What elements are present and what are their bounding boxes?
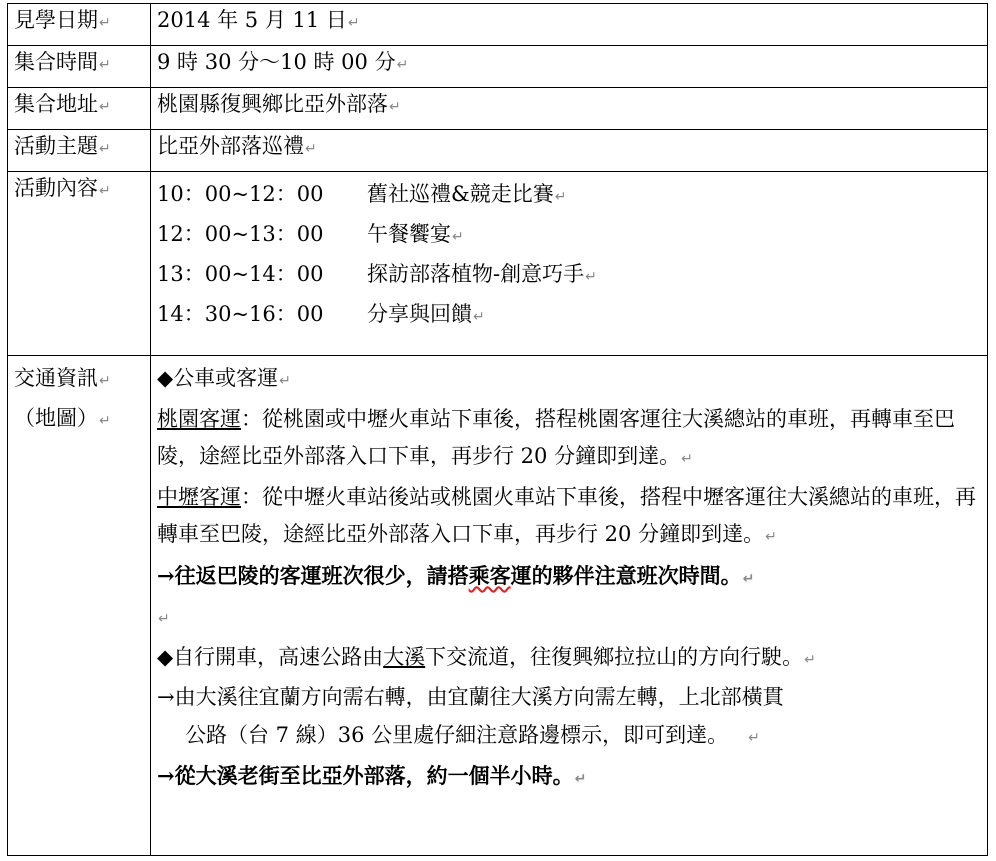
taoyuan-bus-paragraph: 桃園客運：從桃園或中壢火車站下車後，搭程桃園客運往大溪總站的車班，再轉車至巴陵，途經比亞外部落入口下車，再步行 20 分鐘即到達。↵: [157, 406, 955, 469]
row-assembly-time: [8, 46, 988, 88]
value-theme: 比亞外部落巡禮↵: [151, 130, 988, 172]
car-heading: ◆自行開車，高速公路由大溪下交流道，往復興鄉拉拉山的方向行駛。↵: [157, 644, 816, 669]
bus-note: →往返巴陵的客運班次很少，請搭乘客運的夥伴注意班次時間。↵: [157, 562, 755, 588]
label-date: 見學日期↵: [8, 4, 151, 46]
schedule-item: 14：30~16：00 分享與回饋↵: [157, 302, 485, 326]
schedule-item: 10：00~12：00 舊社巡禮&競走比賽↵: [157, 182, 567, 206]
row-content: [8, 172, 988, 356]
value-assembly-time: 9 時 30 分～10 時 00 分↵: [151, 46, 988, 88]
zhongli-bus-paragraph: 中壢客運：從中壢火車站後站或桃園火車站下車後，搭程中壢客運往大溪總站的車班，再轉車至巴陵，途經比亞外部落入口下車，再步行 20 分鐘即到達。↵: [157, 484, 976, 547]
event-info-table: [7, 3, 988, 856]
row-assembly-place: [8, 88, 988, 130]
schedule-item: 13：00~14：00 探訪部落植物-創意巧手↵: [157, 262, 597, 286]
schedule-list: [151, 172, 988, 356]
transport-info: [151, 356, 988, 856]
schedule-item: 12：00~13：00 午餐饗宴↵: [157, 222, 464, 246]
car-directions-line-2: 公路（台 7 線）36 公里處仔細注意路邊標示，即可到達。 ↵: [185, 722, 760, 747]
label-assembly-time: 集合時間↵: [8, 46, 151, 88]
label-transport: 交通資訊↵ （地圖）↵: [8, 356, 151, 856]
car-directions-line-1: →由大溪往宜蘭方向需右轉，由宜蘭往大溪方向需左轉，上北部橫貫: [157, 685, 784, 710]
event-info-sheet: [7, 3, 988, 856]
value-assembly-place: 桃園縣復興鄉比亞外部落↵: [151, 88, 988, 130]
value-date: 2014 年 5 月 11 日↵: [151, 4, 988, 46]
row-date: [8, 4, 988, 46]
car-travel-time: →從大溪老街至比亞外部落，約一個半小時。↵: [157, 763, 587, 789]
row-transport: [8, 356, 988, 856]
row-theme: [8, 130, 988, 172]
label-theme: 活動主題↵: [8, 130, 151, 172]
label-content: 活動內容↵: [8, 172, 151, 356]
blank-line: ↵: [158, 611, 170, 628]
bus-heading: ◆公車或客運↵: [157, 366, 291, 391]
label-assembly-place: 集合地址↵: [8, 88, 151, 130]
